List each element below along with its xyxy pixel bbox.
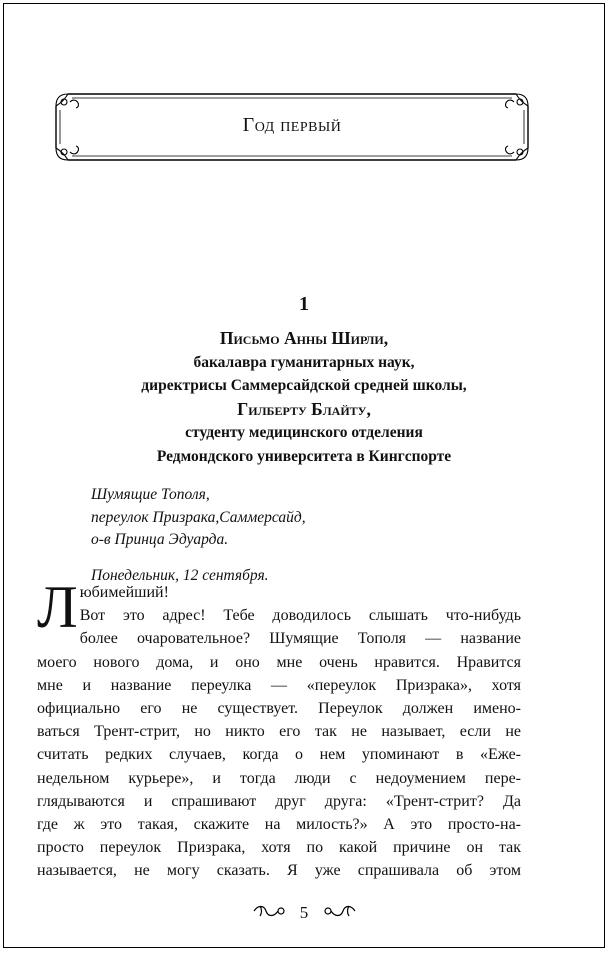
heading-line-5: студенту медицинского отделения [185, 424, 423, 441]
page-footer [4, 902, 604, 924]
body-line: просто переулок Призрака, хотя по какой причине он так [37, 839, 521, 857]
body-line: ваться Трент-стрит, но никто его так не называет, если не [37, 723, 521, 741]
body-line: официально его не существует. Переулок должен имено- [37, 700, 521, 718]
body-line: называется, не могу сказать. Я уже спрашивала об этом [37, 862, 521, 880]
book-page [3, 3, 605, 948]
body-line: моего нового дома, и оно мне очень нравится. Нравится [37, 653, 521, 671]
flourish-left-icon [252, 903, 286, 924]
section-title: Год первый [242, 114, 342, 136]
heading-line-2: бакалавра гуманитарных наук, [193, 353, 415, 371]
heading-line-4: Гилберту Блайту, [237, 398, 371, 419]
page-number: 5 [299, 903, 309, 923]
letter-date: Понедельник, 12 сентября. [91, 566, 269, 584]
body-line: мне и название переулка — «переулок Призрака», хотя [37, 676, 521, 694]
flourish-right-icon [323, 903, 357, 924]
body-line: юбимейший! [79, 584, 169, 601]
section-title-frame [54, 92, 530, 162]
heading-line-6: Редмондского университета в Кингспорте [156, 447, 452, 465]
body-line: Вот это адрес! Тебе доводилось слышать что-нибудь [79, 607, 521, 625]
letter-heading [4, 327, 604, 468]
drop-cap: Л [37, 574, 78, 640]
body-line: глядываются и спрашивают друг друга: «Трент-стрит? Да [37, 792, 521, 810]
letter-address [91, 484, 306, 587]
address-line-1: Шумящие Тополя, [91, 486, 210, 503]
heading-line-1: Письмо Анны Ширли, [219, 328, 389, 348]
address-line-3: о-в Принца Эдуарда. [91, 531, 229, 548]
body-line: где ж это такая, скажите на милость?» А это просто-на- [37, 816, 521, 834]
body-line: считать редких случаев, когда о нем упоминают в «Еже- [37, 746, 521, 764]
body-line: более очаровательное? Шумящие Тополя — название [79, 630, 521, 648]
heading-line-3: директрисы Саммерсайдской средней школы, [141, 377, 467, 394]
address-line-2: переулок Призрака,Саммерсайд, [91, 508, 306, 526]
body-line: недельном курьере», и тогда люди с недоумением пере- [37, 769, 521, 787]
chapter-number: 1 [299, 293, 309, 315]
